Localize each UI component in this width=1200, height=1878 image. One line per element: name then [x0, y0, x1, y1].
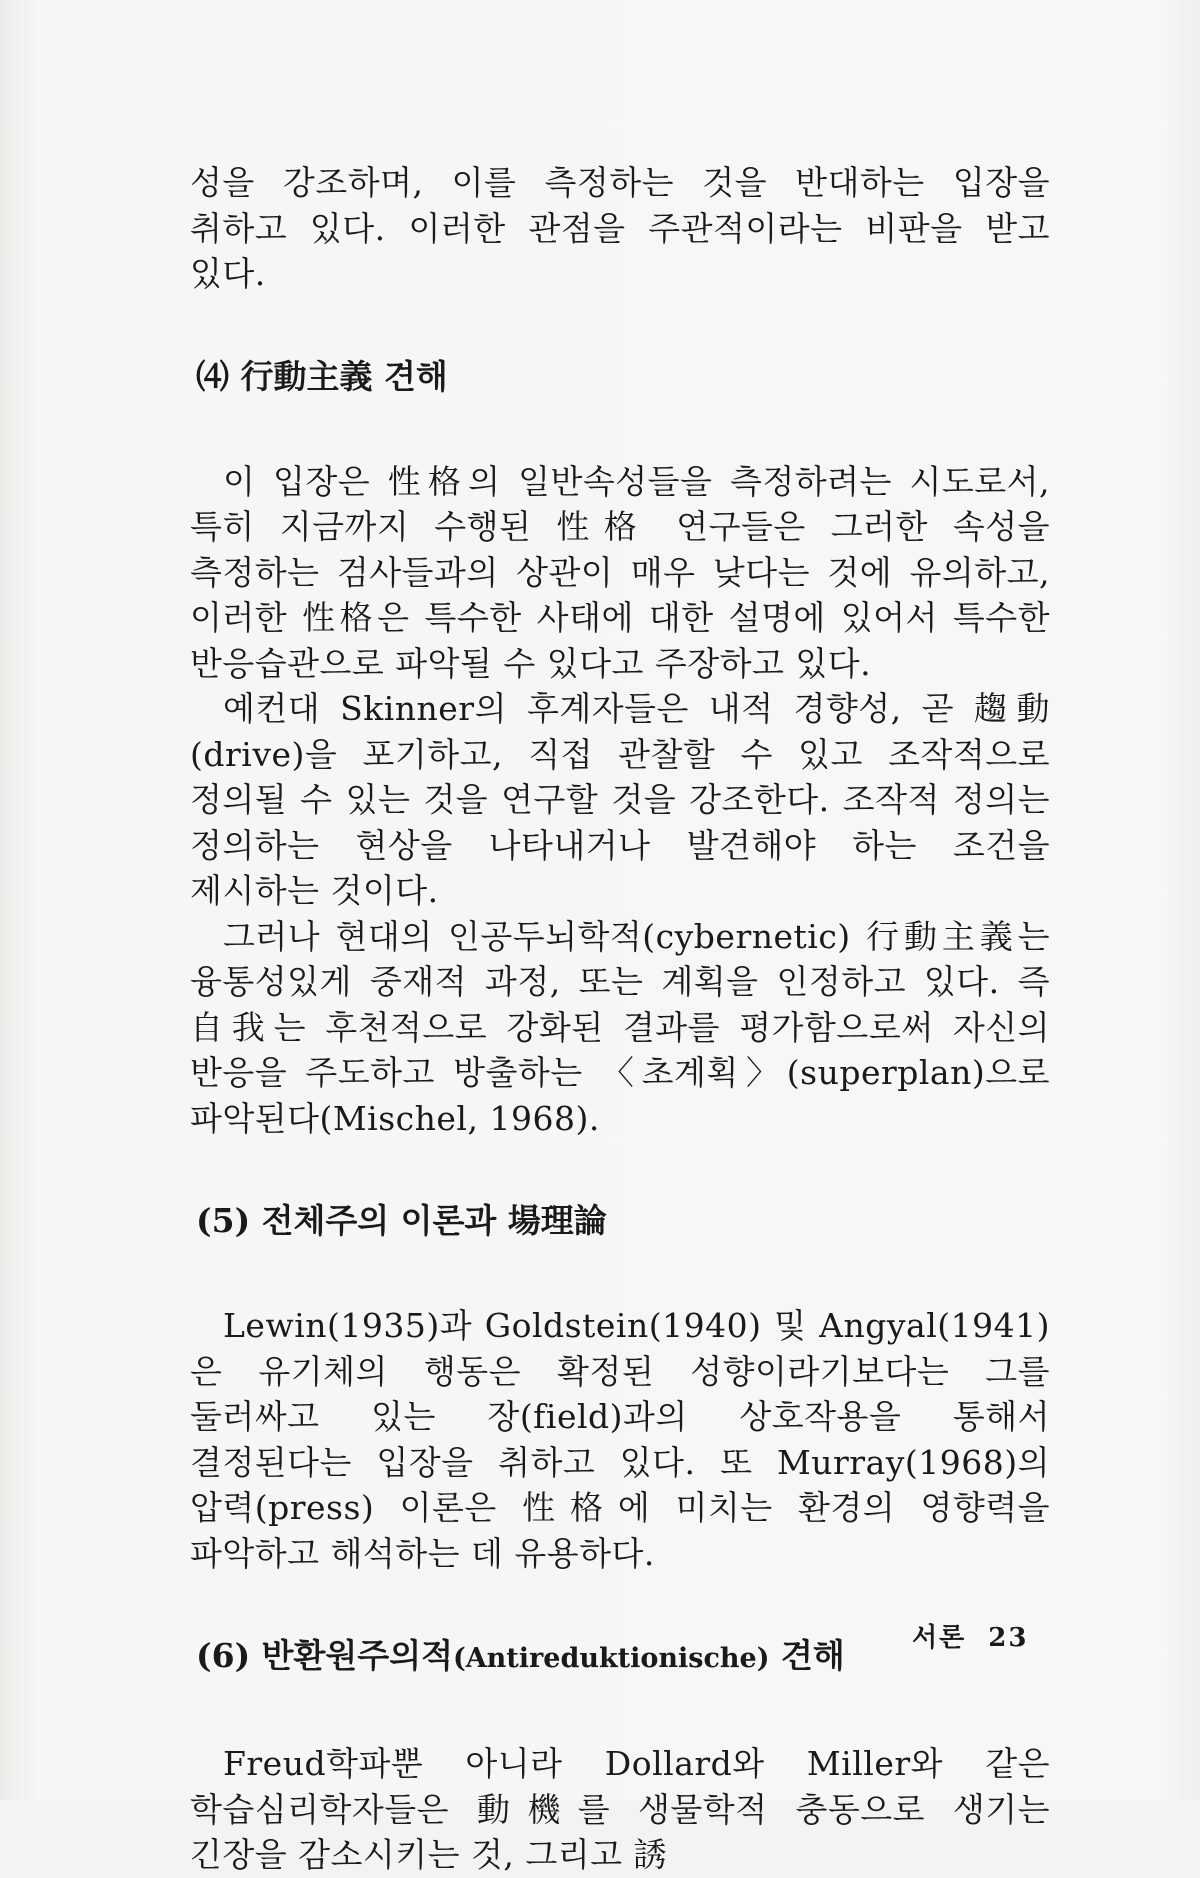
paragraph: Lewin(1935)과 Goldstein(1940) 및 Angyal(1941)은 유기체의 행동은 확정된 성향이라기보다는 그를 둘러싸고 있는 장(field)과의 상호작용을 통해서 결정된다는 입장을 취하고 있다. 또 Murray(1968)의 압력(press) 이론은 性格에 미치는 환경의 영향력을 파악하고 해석하는 데 유용하다. [190, 1306, 1050, 1573]
paragraph: 예컨대 Skinner의 후계자들은 내적 경향성, 곧 趨動(drive)을 포기하고, 직접 관찰할 수 있고 조작적으로 정의될 수 있는 것을 연구할 것을 강조한다. 조작적 정의는 정의하는 현상을 나타내거나 발견해야 하는 조건을 제시하는 것이다. [190, 689, 1050, 910]
section-heading-6-end: 견해 [769, 1636, 845, 1675]
paragraph-continued: 성을 강조하며, 이를 측정하는 것을 반대하는 입장을 취하고 있다. 이러한 관점을 주관적이라는 비판을 받고 있다. [190, 163, 1050, 293]
section-heading-6-term: (Antireduktionische) [452, 1643, 770, 1674]
paragraph: 이 입장은 性格의 일반속성들을 측정하려는 시도로서, 특히 지금까지 수행된 性格 연구들은 그러한 속성을 측정하는 검사들과의 상관이 매우 낮다는 것에 유의하고, 이러한 性格은 특수한 사태에 대한 설명에 있어서 특수한 반응습관으로 파악될 수 있다고 주장하고 있다. [190, 461, 1050, 683]
section-heading-6-main: (6) 반환원주의적 [196, 1636, 453, 1675]
section-heading-4: ⑷ 行動主義 견해 [196, 356, 448, 396]
page-number: 23 [988, 1623, 1029, 1653]
paragraph: Freud학파뿐 아니라 Dollard와 Miller와 같은 학습심리학자들은 動機를 생물학적 충동으로 생기는 긴장을 감소시키는 것, 그리고 誘 [190, 1744, 1050, 1874]
paragraph: 그러나 현대의 인공두뇌학적(cybernetic) 行動主義는 융통성있게 중재적 과정, 또는 계획을 인정하고 있다. 즉 自我는 후천적으로 강화된 결과를 평가함으로써 자신의 반응을 주도하고 방출하는 〈초계획〉(superplan)으로 파악된다(Mischel, 1968). [190, 916, 1050, 1138]
page-footer [912, 1617, 1028, 1654]
running-footer-title: 서론 [912, 1623, 967, 1653]
section-heading-5: (5) 전체주의 이론과 場理論 [196, 1201, 607, 1240]
